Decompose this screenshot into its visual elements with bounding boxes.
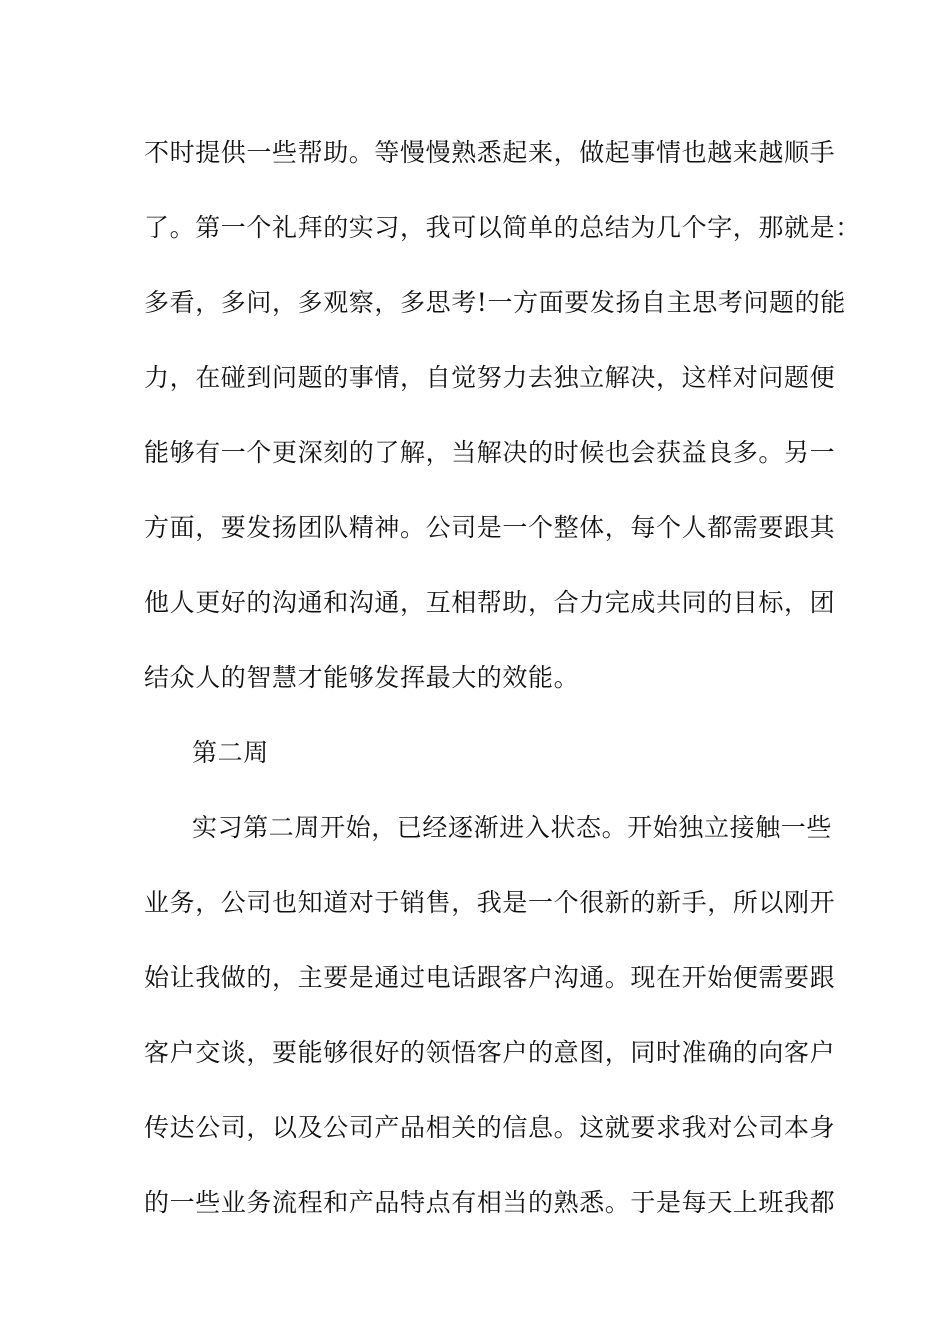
paragraph-line: 传达公司，以及公司产品相关的信息。这就要求我对公司本身 [144,1113,836,1142]
paragraph-line: 了。第一个礼拜的实习，我可以简单的总结为几个字，那就是： [144,213,861,242]
paragraph-line: 他人更好的沟通和沟通，互相帮助，合力完成共同的目标，团 [144,588,836,617]
paragraph-line: 的一些业务流程和产品特点有相当的熟悉。于是每天上班我都 [144,1188,836,1217]
paragraph-line: 业务，公司也知道对于销售，我是一个很新的新手，所以刚开 [144,888,836,917]
paragraph-line: 方面，要发扬团队精神。公司是一个整体，每个人都需要跟其 [144,513,836,542]
paragraph-line: 结众人的智慧才能够发挥最大的效能。 [144,663,580,692]
paragraph-line: 力，在碰到问题的事情，自觉努力去独立解决，这样对问题便 [144,363,836,392]
paragraph-line: 实习第二周开始，已经逐渐进入状态。开始独立接触一些 [192,813,833,842]
section-heading: 第二周 [192,738,269,767]
paragraph-line: 不时提供一些帮助。等慢慢熟悉起来，做起事情也越来越顺手 [144,138,836,167]
paragraph-line: 始让我做的，主要是通过电话跟客户沟通。现在开始便需要跟 [144,963,836,992]
paragraph-line: 客户交谈，要能够很好的领悟客户的意图，同时准确的向客户 [144,1038,836,1067]
paragraph-line: 多看，多问，多观察，多思考!一方面要发扬自主思考问题的能 [144,288,846,317]
paragraph-line: 能够有一个更深刻的了解，当解决的时候也会获益良多。另一 [144,438,836,467]
